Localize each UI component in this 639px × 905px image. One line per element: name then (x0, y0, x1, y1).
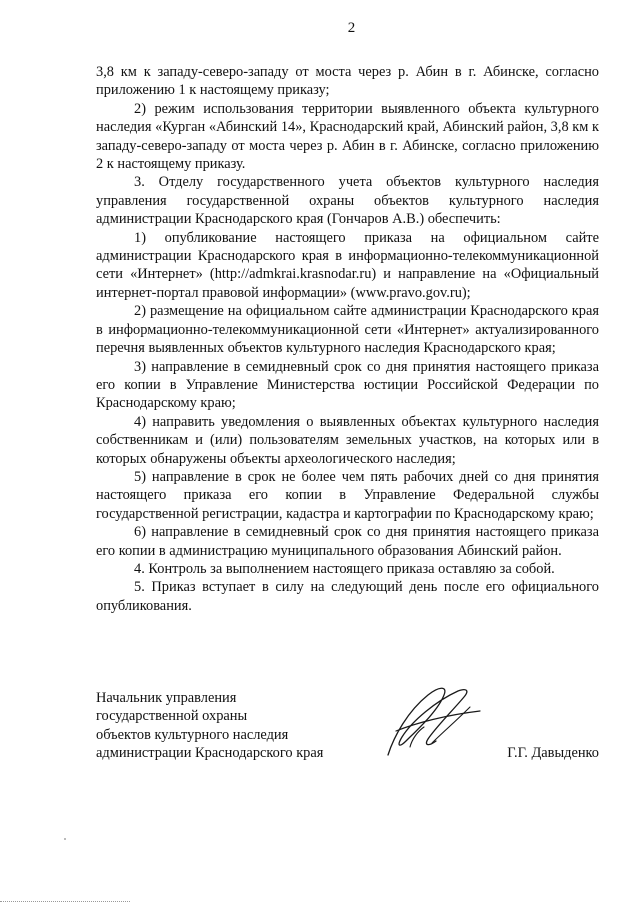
paragraph: 6) направление в семидневный срок со дня принятия настоящего приказа его копии в администрацию муниципального образования Абинский район. (96, 524, 599, 559)
signer-title-line: государственной охраны (96, 708, 248, 725)
paragraph: 2) размещение на официальном сайте администрации Краснодарского края в информационно-телекоммуникационной сети «Интернет» актуализированного перечня выявленных объектов культурного наследия Краснодарского края; (96, 303, 599, 357)
paragraph: 1) опубликование настоящего приказа на официальном сайте администрации Краснодарского края в информационно-телекоммуникационной сети «Интернет» (http://admkrai.krasnodar.ru) и направление на «Официальный интернет-портал правовой информации» (www.pravo.gov.ru); (96, 229, 599, 301)
signer-title-line: объектов культурного наследия (96, 726, 289, 743)
signature-block (96, 689, 599, 769)
paragraph: 4) направить уведомления о выявленных объектах культурного наследия собственникам и (или) пользователям земельных участков, на которых или в которых обнаружены объекты археологического наследия; (96, 413, 599, 467)
paragraph: 5. Приказ вступает в силу на следующий день после его официального опубликования. (96, 579, 599, 614)
paragraph: 4. Контроль за выполнением настоящего приказа оставляю за собой. (134, 560, 555, 577)
paragraph: 3,8 км к западу-северо-западу от моста через р. Абин в г. Абинске, согласно приложению 1 к настоящему приказу; (96, 64, 599, 99)
signer-title-line: администрации Краснодарского края (96, 745, 324, 762)
signer-name: Г.Г. Давыденко (507, 745, 599, 761)
handwritten-signature (366, 681, 486, 761)
footer-divider (0, 901, 130, 903)
scan-artifact (64, 838, 66, 840)
signer-title-line: Начальник управления (96, 690, 237, 706)
document-body (96, 63, 599, 615)
page-number: 2 (347, 20, 356, 36)
paragraph: 2) режим использования территории выявленного объекта культурного наследия «Курган «Абинский 14», Краснодарский край, Абинский район, 3,8 км к западу-северо-западу от моста через р. Абин в г. Абинске, согласно приложению 2 к настоящему приказу. (96, 100, 599, 173)
signer-title (96, 689, 323, 763)
paragraph: 3. Отделу государственного учета объектов культурного наследия управления государственной охраны объектов культурного наследия администрации Краснодарского края (Гончаров А.В.) обеспечить: (96, 174, 599, 228)
paragraph: 3) направление в семидневный срок со дня принятия настоящего приказа его копии в Управление Министерства юстиции Российской Федерации по Краснодарскому краю; (96, 358, 599, 412)
paragraph: 5) направление в срок не более чем пять рабочих дней со дня принятия настоящего приказа его копии в Управление Федеральной службы государственной регистрации, кадастра и картографии по Краснодарскому краю; (96, 468, 599, 522)
